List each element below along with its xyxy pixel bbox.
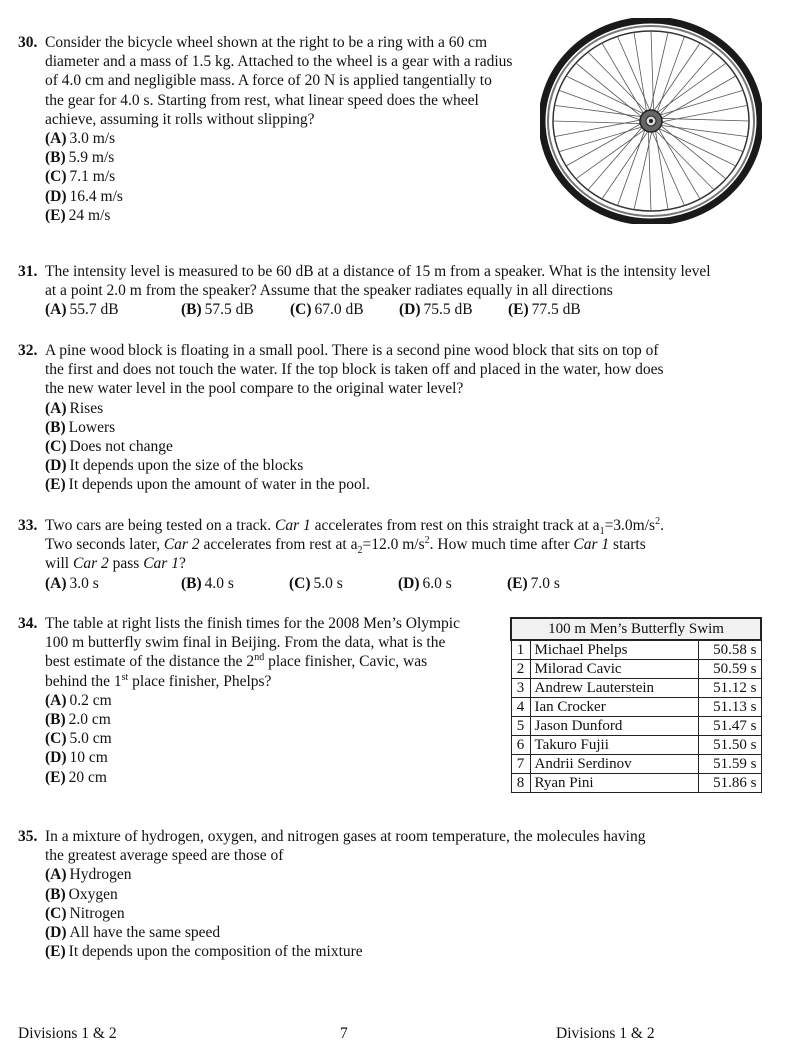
stem-line: the first and does not touch the water. If the top block is taken off and placed in the water, how does [45,361,664,379]
option-e[interactable]: (E) 24 m/s [45,206,111,224]
wheel-spoke [656,127,736,166]
stem-line: achieve, assuming it rolls without slipping? [45,110,315,128]
question-35-stem [18,827,778,865]
option-b[interactable]: (B) 4.0 s [181,574,234,592]
question-31 [18,262,778,320]
question-33-stem [18,516,778,574]
option-c[interactable]: (C) 7.1 m/s [45,168,116,186]
options-list [45,865,778,961]
wheel-spoke [655,128,668,210]
question-number: 34. [18,615,38,632]
option-b[interactable]: (B) 2.0 cm [45,711,111,729]
option-e[interactable]: (E) 77.5 dB [508,301,581,319]
page-number: 7 [340,1025,348,1042]
option-c[interactable]: (C) Nitrogen [45,904,125,922]
options-row [45,300,778,319]
question-number: 33. [18,517,38,534]
options-list [45,399,778,495]
table-row: 3 Andrew Lauterstein 51.12 s [511,679,761,698]
question-34 [18,614,503,787]
table-row: 1 Michael Phelps 50.58 s [511,640,761,660]
option-d[interactable]: (D) All have the same speed [45,924,221,942]
question-34-stem [18,614,503,691]
question-number: 32. [18,342,38,359]
question-35 [18,827,778,961]
question-30 [18,33,553,225]
footer-right: Divisions 1 & 2 [556,1025,655,1042]
stem-line: In a mixture of hydrogen, oxygen, and nitrogen gases at room temperature, the molecules having [45,828,646,845]
wheel-spoke [602,129,650,199]
wheel-spoke [634,32,647,114]
wheel-spoke [602,43,645,116]
question-33 [18,516,778,593]
stem-line: will Car 2 pass Car 1? [45,555,186,573]
question-number: 31. [18,263,38,280]
wheel-spoke [576,63,644,118]
bicycle-wheel-icon [540,18,762,224]
stem-line: best estimate of the distance the 2nd place finisher, Cavic, was [45,652,428,671]
stem-line: behind the 1st place finisher, Phelps? [45,671,272,690]
stem-line: of 4.0 cm and negligible mass. A force of 20 N is applied tangentially to [45,72,492,90]
option-b[interactable]: (B) Lowers [45,418,116,436]
stem-line: The table at right lists the finish times for the 2008 Men’s Olympic [45,615,460,632]
table-row: 8 Ryan Pini 51.86 s [511,774,761,793]
question-32-stem [18,341,778,399]
option-c[interactable]: (C) Does not change [45,438,173,456]
question-number: 30. [18,34,38,51]
stem-line: 100 m butterfly swim final in Beijing. From the data, what is the [45,634,446,652]
stem-line: Two seconds later, Car 2 accelerates from rest at $a_2=12.0$ $m/s^2$. How much time after Car 1 starts [45,535,646,557]
table-row: 2 Milorad Cavic 50.59 s [511,660,761,679]
option-c[interactable]: (C) 5.0 s [289,574,343,592]
options-row [45,574,778,593]
question-32 [18,341,778,495]
question-30-stem [18,33,553,129]
option-a[interactable]: (A) Hydrogen [45,866,132,884]
option-a[interactable]: (A) 3.0 m/s [45,130,116,148]
option-e[interactable]: (E) It depends upon the amount of water in the pool. [45,476,370,494]
wheel-spoke [566,122,643,166]
table-row: 6 Takuro Fujii 51.50 s [511,736,761,755]
option-b[interactable]: (B) Oxygen [45,885,118,903]
option-a[interactable]: (A) 55.7 dB [45,301,119,319]
stem-line: A pine wood block is floating in a small pool. There is a second pine wood block that sits on top of [45,342,659,359]
option-d[interactable]: (D) 10 cm [45,749,108,767]
stem-line: at a point 2.0 m from the speaker? Assume that the speaker radiates equally in all directions [45,282,613,300]
stem-line: Two cars are being tested on a track. Car 1 accelerates from rest on this straight track at $a_1=3.0m/s^2$. [45,515,664,538]
option-d[interactable]: (D) 16.4 m/s [45,187,123,205]
option-a[interactable]: (A) 3.0 s [45,574,99,592]
stem-line: the greatest average speed are those of [45,847,284,865]
option-e[interactable]: (E) 20 cm [45,768,107,786]
stem-line: the new water level in the pool compare to the original water level? [45,380,464,398]
option-d[interactable]: (D) 75.5 dB [399,301,473,319]
option-d[interactable]: (D) It depends upon the size of the blocks [45,457,304,475]
stem-line: Consider the bicycle wheel shown at the right to be a ring with a 60 cm [45,34,488,51]
option-c[interactable]: (C) 5.0 cm [45,730,112,748]
option-a[interactable]: (A) 0.2 cm [45,691,112,709]
option-e[interactable]: (E) It depends upon the composition of the mixture [45,943,363,961]
butterfly-results-table [510,617,762,793]
stem-line: The intensity level is measured to be 60 dB at a distance of 15 m from a speaker. What is the intensity level [45,263,711,280]
option-b[interactable]: (B) 57.5 dB [181,301,254,319]
table-row: 7 Andrii Serdinov 51.59 s [511,755,761,774]
stem-line: the gear for 4.0 s. Starting from rest, what linear speed does the wheel [45,91,479,109]
options-list [45,691,503,787]
wheel-spoke [657,126,700,199]
options-list [45,129,553,225]
question-31-stem [18,262,778,300]
footer-left: Divisions 1 & 2 [18,1025,117,1042]
wheel-spoke [652,43,700,113]
table-title: 100 m Men’s Butterfly Swim [511,618,761,640]
option-d[interactable]: (D) 6.0 s [398,574,452,592]
table-row: 5 Jason Dunford 51.47 s [511,717,761,736]
table-row: 4 Ian Crocker 51.13 s [511,698,761,717]
option-b[interactable]: (B) 5.9 m/s [45,149,115,167]
option-c[interactable]: (C) 67.0 dB [290,301,364,319]
wheel-spoke [659,124,727,179]
question-number: 35. [18,828,38,845]
wheel-spoke [566,76,646,115]
stem-line: diameter and a mass of 1.5 kg. Attached to the wheel is a gear with a radius [45,53,513,71]
option-a[interactable]: (A) Rises [45,399,104,417]
wheel-spoke [659,76,736,120]
option-e[interactable]: (E) 7.0 s [507,574,560,592]
